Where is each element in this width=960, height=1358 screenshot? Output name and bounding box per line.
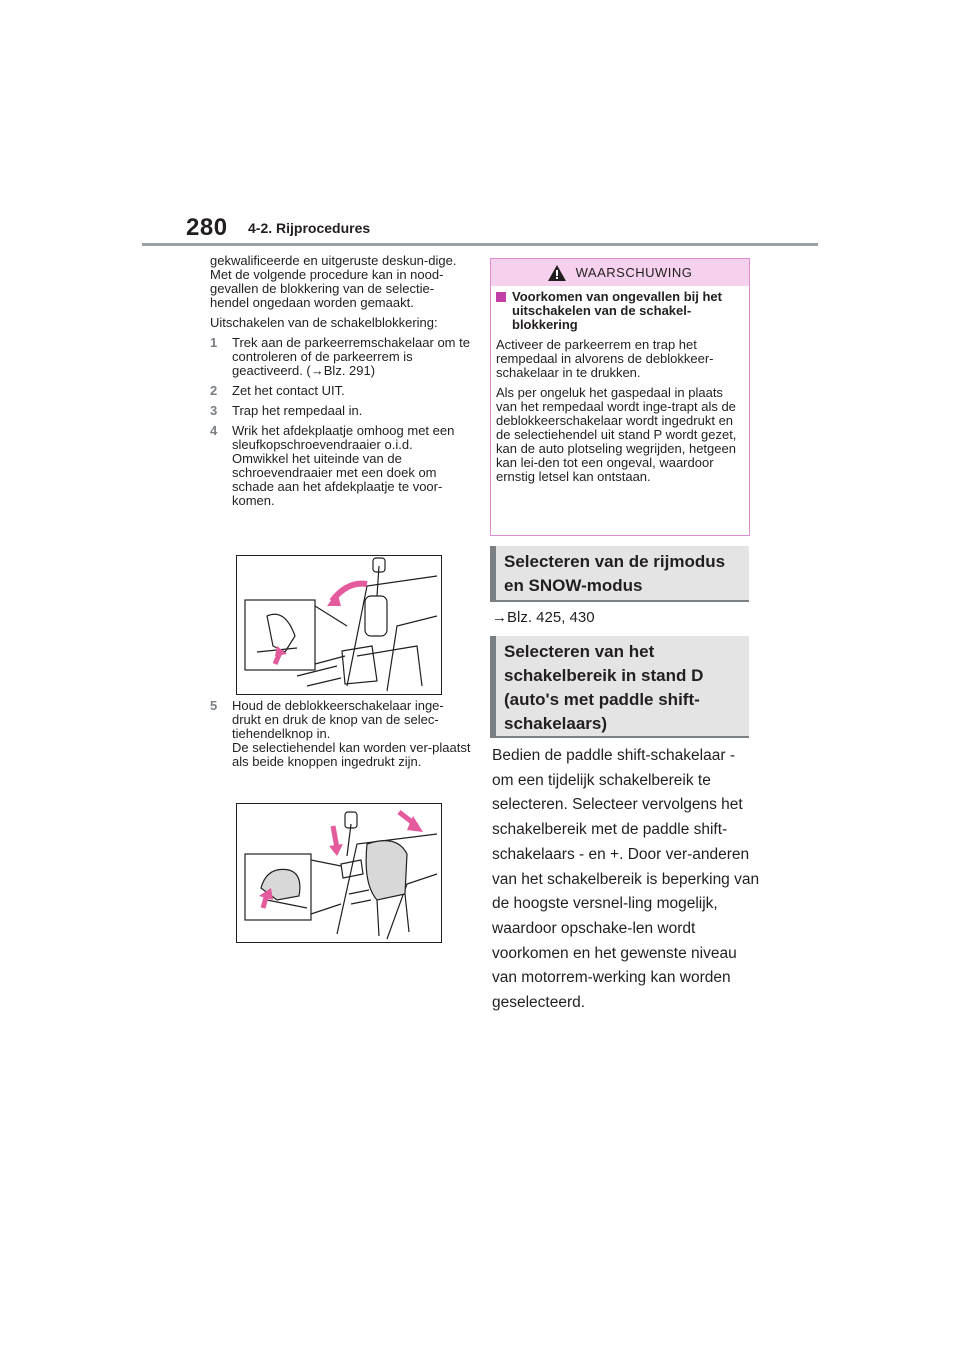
step-number: 4 [210, 423, 218, 438]
warning-paragraph: Activeer de parkeerrem en trap het rempedaal in alvorens de deblokkeer-schakelaar in te drukken. [496, 337, 714, 380]
section-title: 4-2. Rijprocedures [248, 220, 371, 236]
step-text: Zet het contact UIT. [232, 383, 345, 398]
warning-triangle-icon [548, 265, 566, 281]
step-text: Houd de deblokkeerschakelaar inge-drukt en druk de knop van de selec-tiehendelknop in. De selectiehendel kan worden ver-plaatst als beide knoppen ingedrukt zijn. [232, 698, 471, 769]
warning-body [491, 286, 749, 484]
step-number: 2 [210, 383, 218, 398]
square-bullet-icon [496, 292, 506, 302]
illustration-release-button [236, 803, 442, 943]
illustration-cover-removal [236, 555, 442, 695]
step-text: Wrik het afdekplaatje omhoog met een sleufkopschroevendraaier o.i.d. Omwikkel het uiteinde van de schroevendraaier met een doek om schade aan het afdekplaatje te voor-komen. [232, 423, 455, 508]
warning-paragraph: Als per ongeluk het gaspedaal in plaats van het rempedaal wordt inge-trapt als de deblokkeerschakelaar wordt ingedrukt en de selectiehendel uit stand P wordt gezet, kan de auto plotseling wegrijden, hetgeen kan lei-den tot een ongeval, waardoor ernstig letsel kan ontstaan. [496, 385, 737, 484]
step-4 [210, 424, 472, 508]
step-text: Trap het rempedaal in. [232, 403, 363, 418]
shift-range-paragraph: Bedien de paddle shift-schakelaar - om een tijdelijk schakelbereik te selecteren. Selecteer vervolgens het schakelbereik met de paddle shift-schakelaars - en +. Door ver-anderen van het schakelbereik is beperking van de hoogste versnel-ling mogelijk, waardoor opschake-len wordt voorkomen en het gewenste niveau van motorrem-werking kan worden geselecteerd. [492, 747, 760, 1012]
heading-shift-range: Selecteren van het schakelbereik in stand D (auto's met paddle shift-schakelaars) [490, 636, 749, 738]
step-number: 1 [210, 335, 218, 350]
header-rule [142, 243, 818, 246]
heading-drive-mode: Selecteren van de rijmodus en SNOW-modus [490, 546, 749, 602]
step-number: 3 [210, 403, 218, 418]
page-number: 280 [186, 214, 228, 241]
page-reference: →Blz. 425, 430 [492, 609, 595, 626]
step-3 [210, 404, 472, 418]
lead-paragraph: Uitschakelen van de schakelblokkering: [210, 315, 438, 330]
step-number: 5 [210, 698, 218, 713]
step-5-row [210, 699, 472, 769]
warning-topic-text: Voorkomen van ongevallen bij het uitschakelen van de schakel-blokkering [512, 289, 722, 332]
warning-topic [496, 290, 739, 332]
shift-lever-screwdriver-illustration [237, 556, 441, 694]
left-column [210, 254, 472, 514]
step-5 [210, 699, 472, 775]
step-1 [210, 336, 472, 378]
step-2 [210, 384, 472, 398]
warning-header [491, 259, 749, 286]
shift-lever-release-illustration [237, 804, 441, 942]
warning-box [490, 258, 750, 536]
warning-label: WAARSCHUWING [575, 265, 693, 280]
intro-paragraph: gekwalificeerde en uitgeruste deskun-dige. Met de volgende procedure kan in nood-gevallen de blokkering van de selectie-hendel ongedaan worden gemaakt. [210, 253, 457, 310]
step-text: Trek aan de parkeerremschakelaar om te controleren of de parkeerrem is geactiveerd. (→Blz. 291) [232, 335, 470, 378]
